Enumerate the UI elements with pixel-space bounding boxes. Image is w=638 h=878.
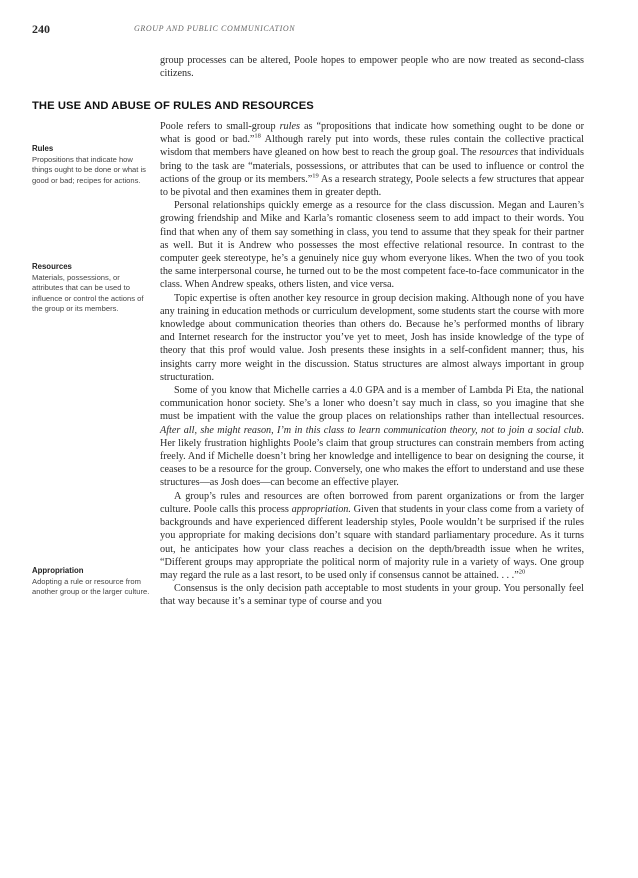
- running-head: GROUP AND PUBLIC COMMUNICATION: [134, 24, 296, 33]
- glossary-entry-rules: [32, 144, 150, 186]
- footnote-ref: 19: [312, 172, 319, 180]
- glossary-term: Resources: [32, 262, 72, 271]
- intro-paragraph: group processes can be altered, Poole hopes to empower people who are now treated as second-class citizens.: [160, 55, 584, 80]
- appropriation-term: appropriation.: [291, 503, 351, 515]
- paragraph-6: Consensus is the only decision path acceptable to most students in your group. You personally feel that way because it’s a seminar type of course and you: [160, 583, 584, 608]
- glossary-term: Appropriation: [32, 566, 84, 575]
- glossary-entry-appropriation: [32, 566, 150, 598]
- glossary-entry-resources: [32, 262, 150, 314]
- glossary-definition: Propositions that indicate how things ought to be done or what is good or bad; recipes for actions.: [32, 155, 146, 185]
- footnote-ref: 20: [518, 568, 526, 576]
- glossary-term: Rules: [32, 144, 54, 153]
- footnote-ref: 18: [254, 132, 261, 140]
- section-heading: THE USE AND ABUSE OF RULES AND RESOURCES: [32, 100, 314, 112]
- resources-term: resources: [479, 147, 519, 159]
- paragraph-1: Poole refers to small-group rules as “propositions that indicate how something ought to be done or what is good or bad.”$^{18}$ Although rarely put into words, these rules contain the collective practical wisdom that members have gleaned on how best to reach the group goal. The resources that individuals bring to the task are “materials, possessions, or attributes that can be used to influence or control the actions of the group or its members.”$^{19}$ As a research strategy, Poole selects a few structures that appear to be pivotal and then examines them in greater depth.: [160, 121, 585, 199]
- paragraph-5: A group’s rules and resources are often borrowed from parent organizations or from the larger culture. Poole calls this process appropriation. Given that students in your class come from a variety of backgrounds and have experienced different leadership styles, Poole wouldn’t be surprised if the rules you appropriate for making decisions don’t square with standard parliamentary procedure. As it turns out, he anticipates how your class reaches a decision on the depth/breadth issue when he writes, “Different groups may appropriate the political norm of majority rule in a variety of ways. One group may regard the rule as a last resort, to be used only if consensus cannot be attained. . . .”$^{20}$: [160, 490, 584, 581]
- page-number: 240: [32, 22, 50, 36]
- glossary-definition: Materials, possessions, or attributes that can be used to influence or control the actions of the group or its members.: [32, 273, 144, 313]
- body-text: [160, 120, 584, 609]
- italic-quote: After all, she might reason, I’m in this class to learn communication theory, not to join a social club.: [160, 424, 584, 436]
- paragraph-4: Some of you know that Michelle carries a 4.0 GPA and is a member of Lambda Pi Eta, the national communication honor society. She’s a loner who doesn’t say much in class, so you imagine that she must be impatient with the value the group places on relationships rather than intellectual resources. After all, she might reason, I’m in this class to learn communication theory, not to join a social club. Her likely frustration highlights Poole’s claim that group structures can constrain members from acting freely. And if Michelle doesn’t bring her knowledge and intelligence to bear on designing the course, it ceases to be a resource for the group. Conversely, one who makes the effort to understand and use these structures—as Josh does—can become an effective player.: [160, 385, 584, 489]
- paragraph-3: Topic expertise is often another key resource in group decision making. Although none of you have any training in education methods or curriculum development, some students start the course with more knowledge about communication theories than others do. Because he’s performed months of library and Internet research for the instructor you’ve yet to meet, Josh has inside knowledge of the type of theory that this prof would value. Josh presents these insights in a self-confident manner; thus, his insights carry more weight in the discussion. Status structures are almost always important in group structuration.: [160, 292, 584, 383]
- glossary-definition: Adopting a rule or resource from another group or the larger culture.: [32, 577, 150, 597]
- rules-term: rules: [279, 121, 300, 132]
- paragraph-2: Personal relationships quickly emerge as a resource for the class discussion. Megan and Lauren’s growing friendship and Mike and Karla’s romantic closeness seem to add impact to their words. You find that when any of them say something in class, you tend to assume that they speak for their partner as well. But it is Andrew who possesses the most effective relational resource. In contrast to the computer geek stereotype, he’s a genuinely nice guy whom everyone likes. When the two of you took the same interpersonal course, he turned out to be the most competent face-to-face communicator in the class. When Andrew speaks, others listen, and vice versa.: [160, 200, 584, 291]
